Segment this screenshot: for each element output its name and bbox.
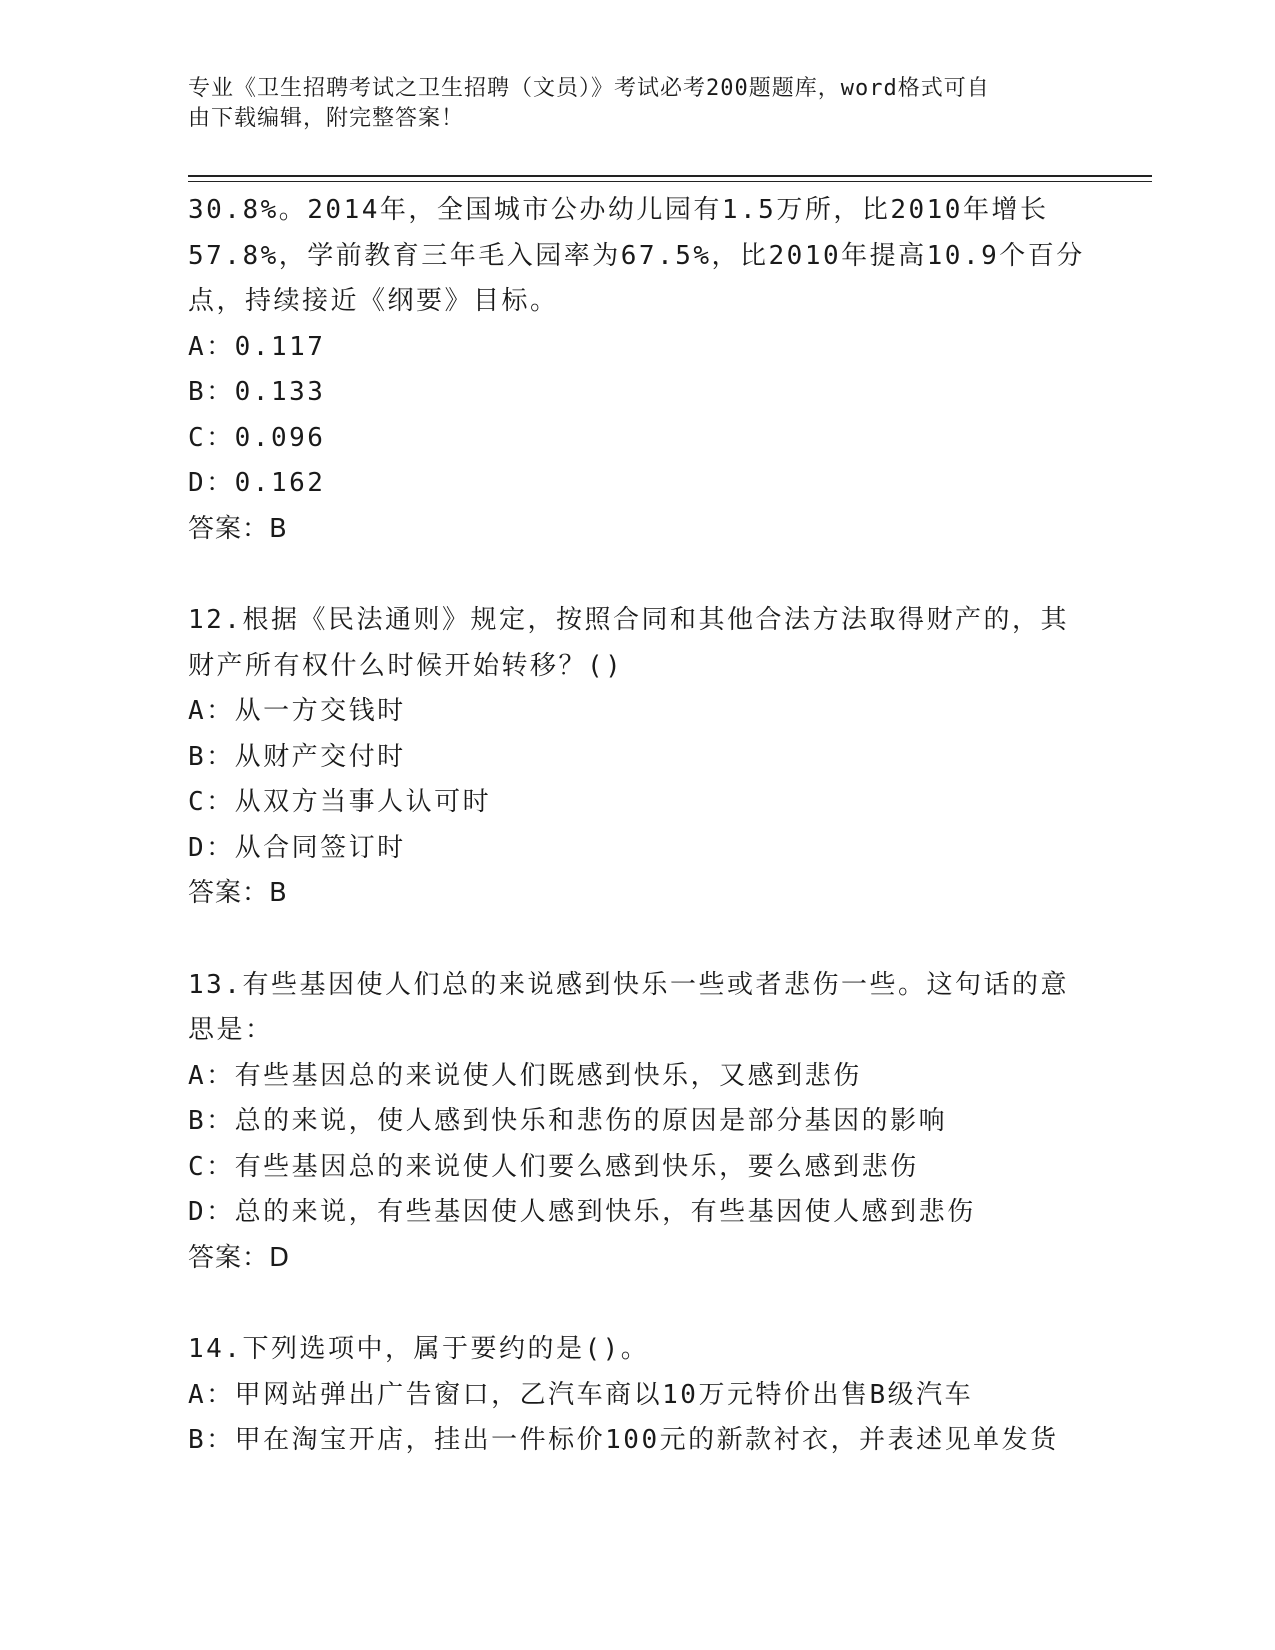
header-rule-thin [188, 181, 1152, 182]
header-line-1: 专业《卫生招聘考试之卫生招聘（文员）》考试必考200题题库，word格式可自 [188, 76, 990, 101]
question-12 [188, 598, 1088, 917]
spacer [188, 1281, 1088, 1327]
option-d: D：从合同签订时 [188, 832, 406, 863]
option-b: B：总的来说，使人感到快乐和悲伤的原因是部分基因的影响 [188, 1106, 948, 1136]
question-stem-line: 57.8%，学前教育三年毛入园率为67.5%，比2010年提高10.9个百分 [188, 240, 1085, 271]
option-d: D：0.162 [188, 468, 326, 498]
option-c: C：从双方当事人认可时 [188, 787, 492, 817]
header-rule-thick [188, 175, 1152, 177]
option-d: D：总的来说，有些基因使人感到快乐，有些基因使人感到悲伤 [188, 1197, 976, 1227]
answer-label: 答案：D [188, 1242, 291, 1273]
question-stem-line: 思是： [188, 1015, 274, 1045]
question-stem-line: 财产所有权什么时候开始转移？() [188, 650, 624, 681]
option-a: A：0.117 [188, 331, 326, 362]
spacer [188, 917, 1088, 963]
option-a: A：从一方交钱时 [188, 696, 406, 726]
answer-label: 答案：B [188, 878, 288, 908]
question-stem-line: 点，持续接近《纲要》目标。 [188, 286, 559, 316]
document-header [188, 74, 1068, 134]
question-13 [188, 963, 1088, 1282]
answer-label: 答案：B [188, 513, 288, 544]
question-stem-line: 13.有些基因使人们总的来说感到快乐一些或者悲伤一些。这句话的意 [188, 969, 1069, 1000]
option-a: A：有些基因总的来说使人们既感到快乐，又感到悲伤 [188, 1060, 862, 1091]
option-b: B：甲在淘宝开店，挂出一件标价100元的新款衬衣，并表述见单发货 [188, 1425, 1059, 1455]
header-line-2: 由下载编辑，附完整答案！ [188, 106, 465, 131]
question-14 [188, 1327, 1088, 1464]
question-stem-line: 12.根据《民法通则》规定，按照合同和其他合法方法取得财产的，其 [188, 605, 1069, 635]
option-b: B：从财产交付时 [188, 741, 406, 772]
spacer [188, 552, 1088, 598]
option-a: A：甲网站弹出广告窗口，乙汽车商以10万元特价出售B级汽车 [188, 1379, 974, 1410]
option-c: C：0.096 [188, 422, 326, 453]
option-c: C：有些基因总的来说使人们要么感到快乐，要么感到悲伤 [188, 1151, 919, 1182]
option-b: B：0.133 [188, 377, 326, 407]
question-11 [188, 188, 1088, 552]
question-stem-line: 14.下列选项中，属于要约的是()。 [188, 1334, 650, 1364]
question-content [188, 188, 1088, 1464]
question-stem-line: 30.8%。2014年，全国城市公办幼儿园有1.5万所，比2010年增长 [188, 195, 1049, 225]
